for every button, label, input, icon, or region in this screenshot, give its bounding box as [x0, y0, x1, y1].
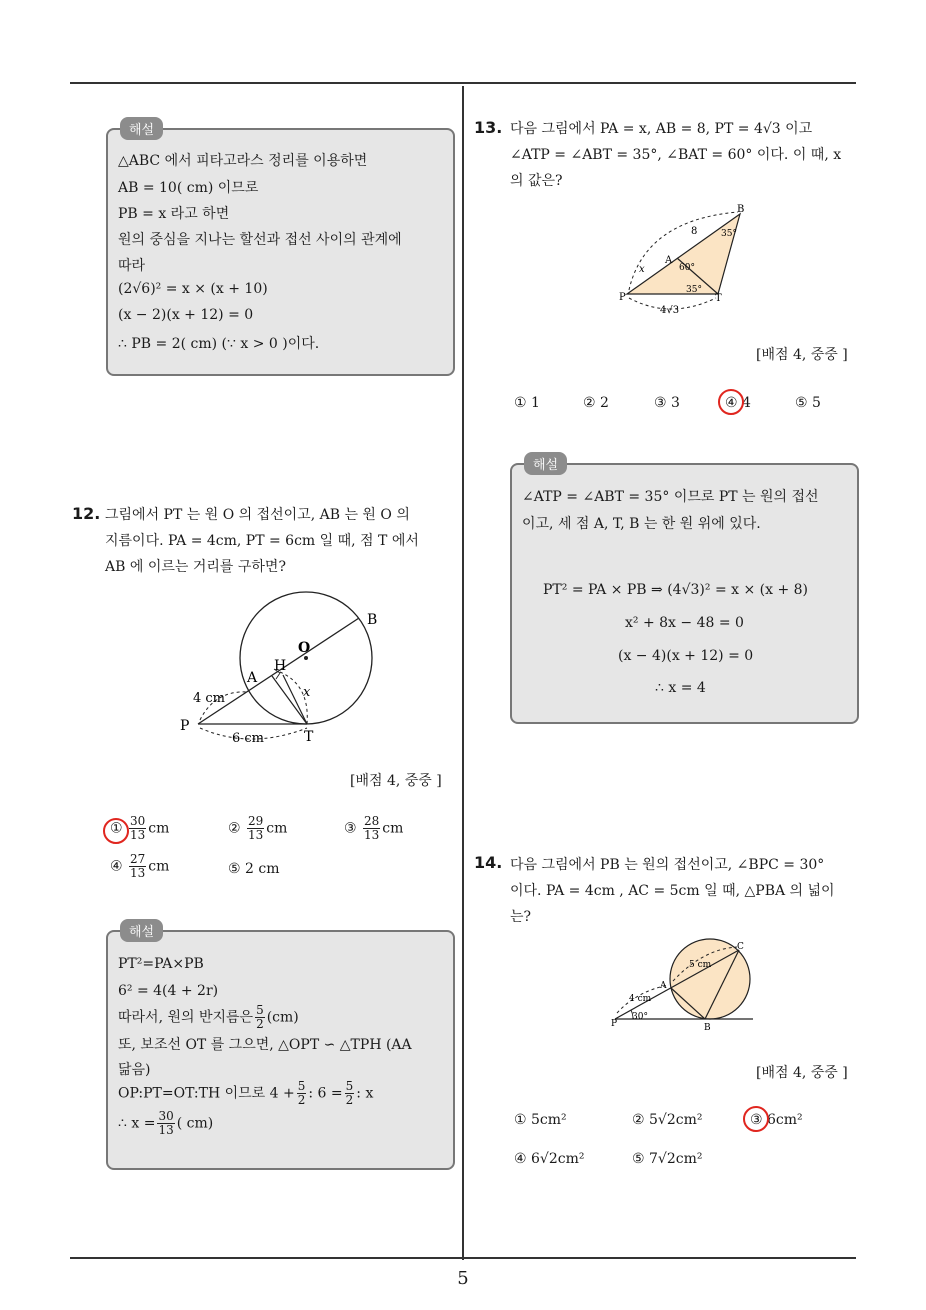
- q13-fig-B: B: [737, 204, 745, 215]
- q14-fig-P: P: [611, 1019, 618, 1029]
- expl12-line-6: OP:PT=OT:TH 이므로 4 + $\frac{5}{2}$ : 6 = $\frac{5}{2}$ : x: [118, 1079, 374, 1107]
- expl11-line-8: ∴ PB = 2( cm) (∵ x > 0 )이다.: [118, 336, 320, 352]
- q12-option-5[interactable]: ⑤ 2 cm: [228, 861, 280, 877]
- q14-fig-C: C: [737, 942, 744, 952]
- column-divider: [462, 86, 464, 1260]
- expl13-line-2: 이고, 세 점 A, T, B 는 한 원 위에 있다.: [522, 516, 761, 532]
- q12-line-1: 그림에서 PT 는 원 O 의 접선이고, AB 는 원 O 의: [105, 507, 410, 523]
- expl13-line-4: x² + 8x − 48 = 0: [625, 615, 744, 631]
- q12-fig-pa: 4 cm: [193, 691, 226, 706]
- q13-figure: [615, 200, 760, 320]
- q13-fig-T: T: [715, 293, 722, 304]
- q12-option-3-mark: ③: [344, 820, 357, 837]
- q12-option-4-frac: $\frac{27}{13}$: [130, 852, 146, 880]
- q12-option-3[interactable]: ③ $\frac{28}{13}$ cm: [344, 814, 404, 842]
- q12-option-5-mark: ⑤: [228, 861, 241, 877]
- expl12-frac-b: $\frac{5}{2}$: [345, 1079, 354, 1107]
- expl12-line-1: PT²=PA×PB: [118, 956, 204, 972]
- q13-option-3[interactable]: ③ 3: [654, 395, 680, 411]
- top-rule: [70, 82, 856, 84]
- expl13-line-5: (x − 4)(x + 12) = 0: [618, 648, 754, 664]
- page-number: 5: [457, 1268, 469, 1289]
- q13-text: [510, 116, 841, 194]
- q12-option-2-mark: ②: [228, 820, 241, 837]
- q14-number: 14.: [474, 853, 503, 872]
- q13-line-3: 의 값은?: [510, 173, 563, 189]
- q14-line-3: 는?: [510, 909, 532, 925]
- q12-figure: [170, 590, 400, 750]
- expl12-frac-x: $\frac{30}{13}$: [158, 1109, 174, 1137]
- q13-option-1[interactable]: ① 1: [514, 395, 540, 411]
- q12-fig-A: A: [247, 670, 258, 686]
- expl12-frac-a: $\frac{5}{2}$: [297, 1079, 306, 1107]
- answer-ring-q14: [743, 1106, 769, 1132]
- q12-score: [배점 4, 중중 ]: [350, 773, 442, 789]
- expl12-line-3: 따라서, 원의 반지름은 $\frac{5}{2}$ (cm): [118, 1003, 299, 1031]
- q13-fig-t35: 35°: [686, 285, 702, 295]
- expl11-line-4: 원의 중심을 지나는 할선과 접선 사이의 관계에: [118, 232, 402, 248]
- q14-option-4[interactable]: ④ 6√2cm²: [514, 1151, 585, 1167]
- q12-line-3: AB 에 이르는 거리를 구하면?: [105, 559, 286, 575]
- q14-line-1: 다음 그림에서 PB 는 원의 접선이고, ∠BPC = 30°: [510, 857, 825, 873]
- expl12-frac-r: $\frac{5}{2}$: [256, 1003, 264, 1031]
- q12-option-1-mark: ①: [110, 820, 123, 837]
- q14-fig-B: B: [704, 1023, 711, 1033]
- q13-score: [배점 4, 중중 ]: [756, 347, 848, 363]
- expl11-line-6: (2√6)² = x × (x + 10): [118, 281, 268, 297]
- q12-option-1-frac: $\frac{30}{13}$: [130, 814, 146, 842]
- q12-fig-B: B: [367, 612, 378, 628]
- q14-fig-pa: 4 cm: [629, 994, 652, 1004]
- q14-figure: [607, 935, 757, 1035]
- q13-option-4[interactable]: ④ 4: [725, 395, 751, 411]
- q12-option-4-mark: ④: [110, 858, 123, 875]
- q12-line-2: 지름이다. PA = 4cm, PT = 6cm 일 때, 점 T 에서: [105, 533, 419, 549]
- q14-text: [510, 852, 835, 930]
- q12-number: 12.: [72, 504, 101, 523]
- q12-option-4[interactable]: ④ $\frac{27}{13}$ cm: [110, 852, 170, 880]
- q12-option-2[interactable]: ② $\frac{29}{13}$ cm: [228, 814, 288, 842]
- q13-fig-A: A: [665, 255, 673, 266]
- expl12-line-2: 6² = 4(4 + 2r): [118, 983, 219, 999]
- q12-fig-pt: 6 cm: [232, 731, 265, 746]
- q13-fig-P: P: [619, 292, 626, 303]
- expl11-line-7: (x − 2)(x + 12) = 0: [118, 307, 254, 323]
- q12-fig-P: P: [180, 718, 190, 734]
- q12-fig-H: H: [274, 658, 287, 674]
- expl13-line-6: ∴ x = 4: [655, 680, 706, 696]
- explanation-tag: 해설: [120, 117, 163, 140]
- q12-fig-T: T: [304, 729, 314, 745]
- expl12-line-5: 닮음): [118, 1062, 151, 1078]
- q13-fig-b35: 35°: [721, 229, 737, 239]
- q13-fig-pt: 4√3: [660, 305, 680, 316]
- q14-fig-A: A: [660, 981, 667, 991]
- q12-fig-x: x: [303, 685, 311, 700]
- q12-fig-O: O: [298, 640, 311, 656]
- q12-text: [105, 502, 419, 580]
- q14-line-2: 이다. PA = 4cm , AC = 5cm 일 때, △PBA 의 넓이: [510, 883, 835, 899]
- q14-option-3[interactable]: ③ 6cm²: [750, 1112, 803, 1128]
- q14-fig-p30: 30°: [632, 1012, 648, 1022]
- expl13-line-3: PT² = PA × PB ⇒ (4√3)² = x × (x + 8): [543, 582, 809, 598]
- q14-option-1[interactable]: ① 5cm²: [514, 1112, 567, 1128]
- q14-option-5[interactable]: ⑤ 7√2cm²: [632, 1151, 703, 1167]
- answer-ring-q13: [718, 389, 744, 415]
- q13-line-1: 다음 그림에서 PA = x, AB = 8, PT = 4√3 이고: [510, 121, 813, 137]
- q14-fig-ac: 5 cm: [689, 960, 712, 970]
- q14-score: [배점 4, 중중 ]: [756, 1065, 848, 1081]
- q13-fig-a60: 60°: [679, 263, 695, 273]
- q13-fig-ab: 8: [691, 226, 698, 237]
- expl12-line-4: 또, 보조선 OT 를 그으면, △OPT ∽ △TPH (AA: [118, 1037, 412, 1053]
- q12-option-1[interactable]: ① $\frac{30}{13}$ cm: [110, 814, 170, 842]
- q12-option-3-frac: $\frac{28}{13}$: [364, 814, 380, 842]
- expl12-line-7: ∴ x = $\frac{30}{13}$ ( cm): [118, 1109, 214, 1137]
- explanation-tag: 해설: [524, 452, 567, 475]
- expl11-line-2: AB = 10( cm) 이므로: [118, 180, 259, 196]
- expl11-line-3: PB = x 라고 하면: [118, 206, 230, 222]
- answer-ring-q12: [103, 818, 129, 844]
- q13-fig-x: x: [639, 264, 645, 275]
- q13-option-2[interactable]: ② 2: [583, 395, 609, 411]
- expl13-line-1: ∠ATP = ∠ABT = 35° 이므로 PT 는 원의 접선: [522, 489, 819, 505]
- q13-option-5[interactable]: ⑤ 5: [795, 395, 821, 411]
- q13-number: 13.: [474, 118, 503, 137]
- explanation-tag: 해설: [120, 919, 163, 942]
- q13-line-2: ∠ATP = ∠ABT = 35°, ∠BAT = 60° 이다. 이 때, x: [510, 147, 842, 163]
- expl11-line-5: 따라: [118, 258, 146, 274]
- q14-option-2[interactable]: ② 5√2cm²: [632, 1112, 703, 1128]
- q12-option-2-frac: $\frac{29}{13}$: [248, 814, 264, 842]
- expl11-line-1: △ABC 에서 피타고라스 정리를 이용하면: [118, 153, 368, 169]
